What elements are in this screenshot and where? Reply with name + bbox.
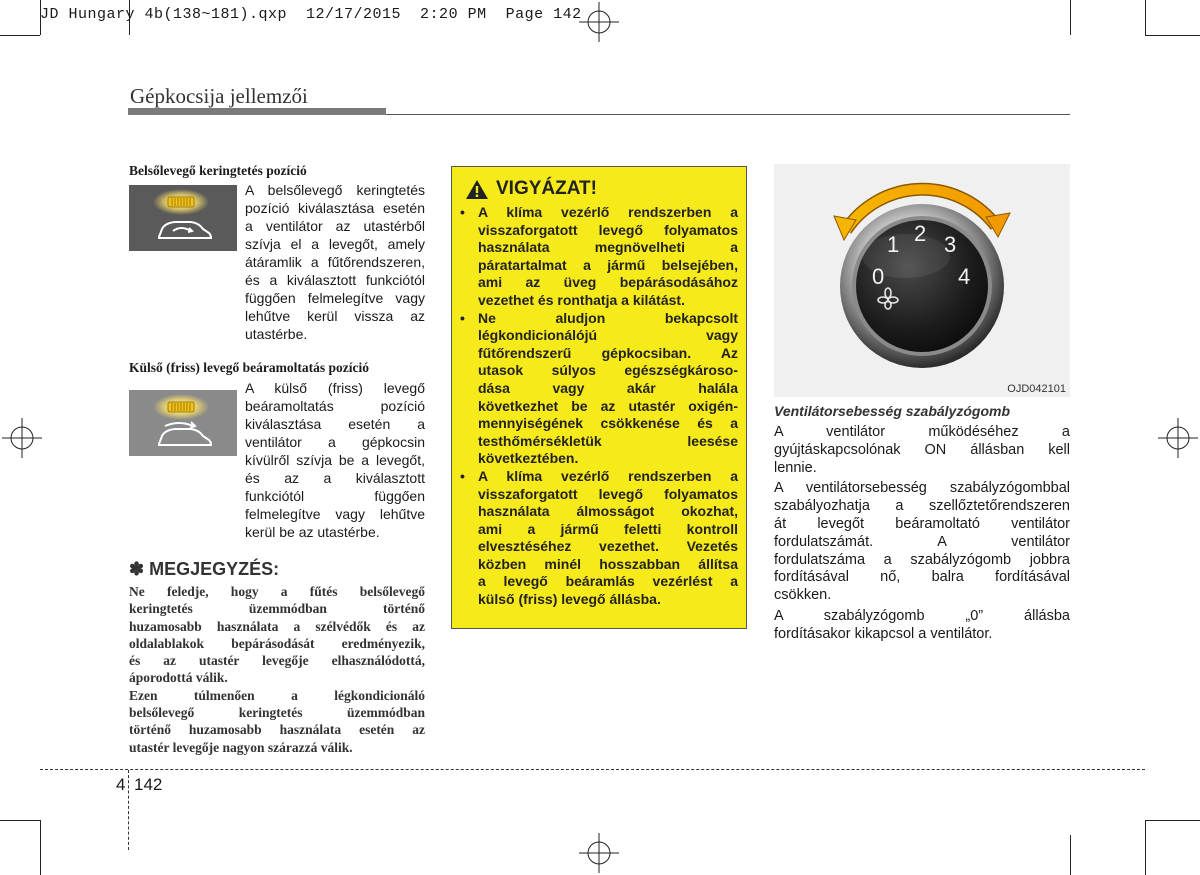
knob-number-0: 0 bbox=[872, 264, 885, 289]
knob-number-2: 2 bbox=[914, 221, 927, 246]
crop-mark bbox=[1145, 820, 1200, 821]
note-symbol-icon: ✽ bbox=[129, 559, 145, 579]
crop-mark bbox=[0, 35, 40, 36]
paragraph: A szabályzógomb „0” állásba fordításakor kikapcsol a ventilátor. bbox=[774, 607, 1070, 642]
fresh-air-icon bbox=[129, 390, 237, 456]
figure-caption: Ventilátorsebesség szabályzógomb bbox=[774, 403, 1010, 419]
warning-title bbox=[465, 178, 597, 200]
recirculation-button-image bbox=[129, 185, 237, 251]
knob-number-4: 4 bbox=[958, 264, 971, 289]
warning-triangle-icon bbox=[465, 179, 489, 200]
registration-mark-icon bbox=[1158, 418, 1198, 458]
fan-speed-text bbox=[774, 424, 1070, 647]
crop-mark bbox=[1145, 35, 1200, 36]
warning-item: • A klíma vezérlő rendszerben a visszaforgatott levegő folyamatos használata megnövelheti a páratartalmat a jármű belsejében, ami az üveg bepárásodásához vezethet és ronthatja a kilátást. bbox=[460, 204, 738, 308]
paragraph: A ventilátor működéséhez a gyújtáskapcsolónak ON állásban kell lennie. bbox=[774, 424, 1070, 476]
warning-item: • A klíma vezérlő rendszerben a visszaforgatott levegő folyamatos használata álmosságot okozhat, ami a jármű feletti kontroll elvesztéséhez vezethet. Vezetés közben minél hosszabban állítsa a levegő beáramlás vezérlést a külső (friss) levegő állásba. bbox=[460, 467, 738, 608]
page-number: 142 bbox=[134, 775, 163, 794]
registration-mark-icon bbox=[579, 2, 619, 42]
knob-number-3: 3 bbox=[944, 232, 957, 257]
footer-divider bbox=[128, 770, 129, 850]
crop-mark bbox=[1070, 0, 1071, 35]
crop-mark bbox=[1145, 0, 1146, 35]
note-body: Ne feledje, hogy a fűtés belsőlevegő keringtetés üzemmódban történő huzamosabb használata a szélvédők és az oldalablakok bepárásodását eredményezik, és az utastér levegője elhasználódottá, áporodottá válik. Ezen túlmenően a légkondicionáló belsőlevegő keringtetés üzemmódban történő huzamosabb használata esetén az utastér levegője nagyon szárazzá válik. bbox=[129, 584, 425, 755]
warning-box bbox=[451, 166, 747, 629]
title-rule bbox=[386, 114, 1070, 115]
section-title: Gépkocsija jellemzői bbox=[130, 84, 308, 108]
figure-id: OJD042101 bbox=[1007, 383, 1066, 395]
fan-speed-knob-figure bbox=[774, 164, 1070, 397]
fresh-heading: Külső (friss) levegő beáramoltatás pozíció bbox=[129, 360, 369, 375]
crop-mark bbox=[1145, 820, 1146, 875]
crop-mark bbox=[40, 820, 41, 875]
recirculation-icon bbox=[129, 185, 237, 251]
fresh-air-button-image bbox=[129, 390, 237, 456]
note-title bbox=[129, 559, 279, 580]
fan-speed-knob-image bbox=[774, 164, 1070, 397]
crop-mark bbox=[1070, 835, 1071, 875]
print-header: JD Hungary 4b(138~181).qxp 12/17/2015 2:20 PM Page 142 bbox=[40, 6, 582, 23]
recirc-description: A belsőlevegő keringtetés pozíció kiválasztása esetén a ventilátor az utastérből szívja el a levegőt, amely átáramlik a fűtőrendszeren, és a kiválasztott funkciótól függően felmelegítve vagy lehűtve kerül vissza az utastérbe. bbox=[245, 182, 425, 342]
footer-rule bbox=[40, 769, 1145, 770]
title-bar bbox=[128, 108, 386, 115]
recirc-heading: Belsőlevegő keringtetés pozíció bbox=[129, 163, 307, 178]
paragraph: A ventilátorsebesség szabályzógombbal szabályozhatja a szellőztetőrendszeren át levegőt beáramoltató ventilátor fordulatszámát. A ventilátor fordulatszáma a szabályzógomb jobbra fordításával nő, balra fordításával csökken. bbox=[774, 480, 1070, 604]
registration-mark-icon bbox=[579, 833, 619, 873]
warning-list bbox=[460, 204, 738, 609]
warning-title-text: VIGYÁZAT! bbox=[496, 178, 597, 199]
crop-mark bbox=[0, 820, 40, 821]
bullet: • bbox=[460, 467, 465, 484]
bullet: • bbox=[460, 309, 465, 326]
note-title-text: MEGJEGYZÉS: bbox=[149, 559, 280, 579]
knob-number-1: 1 bbox=[887, 232, 900, 257]
fresh-description: A külső (friss) levegő beáramoltatás pozíció kiválasztása esetén a ventilátor a gépkocsin kívülről szívja be a levegőt, és az a kiválasztott funkciótól függően felmelegítve vagy lehűtve kerül be az utastérbe. bbox=[245, 380, 425, 540]
bullet: • bbox=[460, 204, 465, 220]
warning-item: • Ne aludjon bekapcsolt légkondicionálójú vagy fűtőrendszerű gépkocsiban. Az utasok súlyos egészségkároso- dása vagy akár halála következhet be az utastér oxigén- mennyiségének csökkenése és a testhőmérsékletük leesése következtében. bbox=[460, 309, 738, 467]
crop-mark bbox=[129, 0, 130, 35]
registration-mark-icon bbox=[2, 418, 42, 458]
chapter-number: 4 bbox=[116, 775, 126, 794]
crop-mark bbox=[40, 0, 41, 35]
